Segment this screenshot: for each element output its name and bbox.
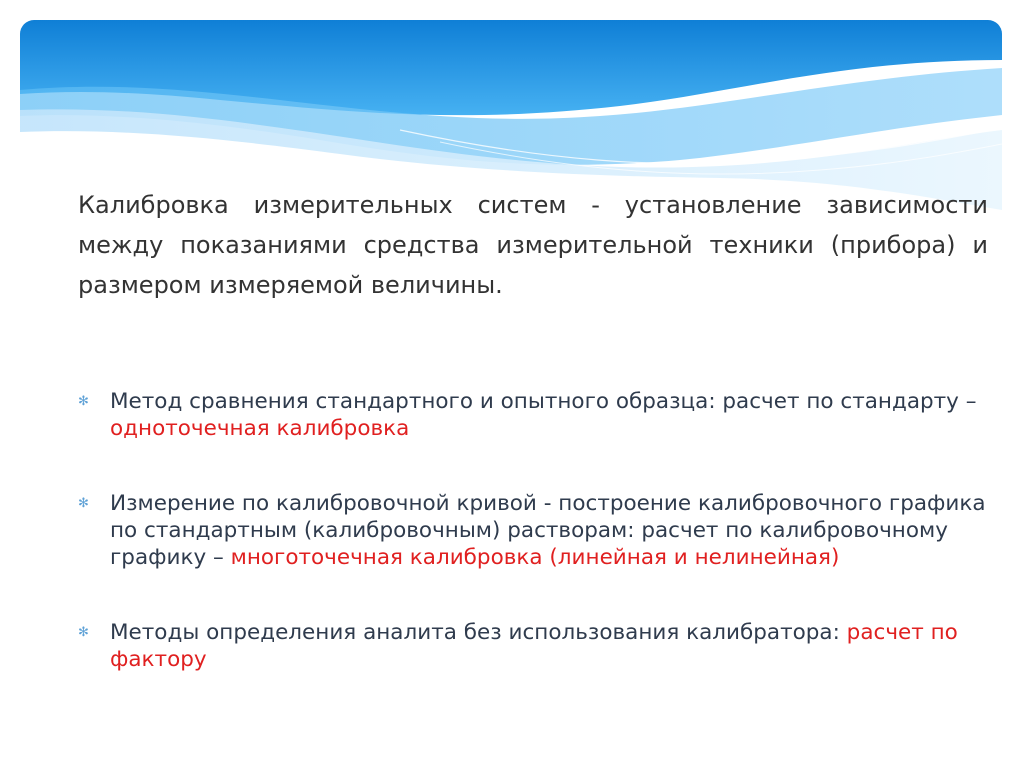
- bullet-text: Метод сравнения стандартного и опытного образца: расчет по стандарту –: [110, 389, 977, 414]
- bullet-highlight: одноточечная калибровка: [110, 416, 410, 441]
- bullet-text: Измерение по калибровочной кривой - построение калибровочного графика по стандартным (калибровочным) растворам: расчет по калибровочному графику –: [110, 491, 986, 570]
- list-item: [78, 490, 988, 571]
- asterisk-icon: ✻: [78, 394, 89, 409]
- list-item: [78, 619, 988, 673]
- asterisk-icon: ✻: [78, 625, 89, 640]
- bullet-text: Методы определения аналита без использования калибратора:: [110, 620, 847, 645]
- bullet-highlight: многоточечная калибровка (линейная и нелинейная): [230, 545, 840, 570]
- slide-title: Калибровка измерительных систем - установление зависимости между показаниями средства измерительной техники (прибора) и размером измеряемой величины.: [78, 191, 988, 299]
- asterisk-icon: ✻: [78, 496, 89, 511]
- header-waves-decoration: [20, 20, 1002, 210]
- bullet-highlight: расчет по фактору: [110, 620, 958, 672]
- slide-frame: [20, 20, 1002, 742]
- list-item: [78, 388, 988, 442]
- bullet-list: [78, 388, 988, 721]
